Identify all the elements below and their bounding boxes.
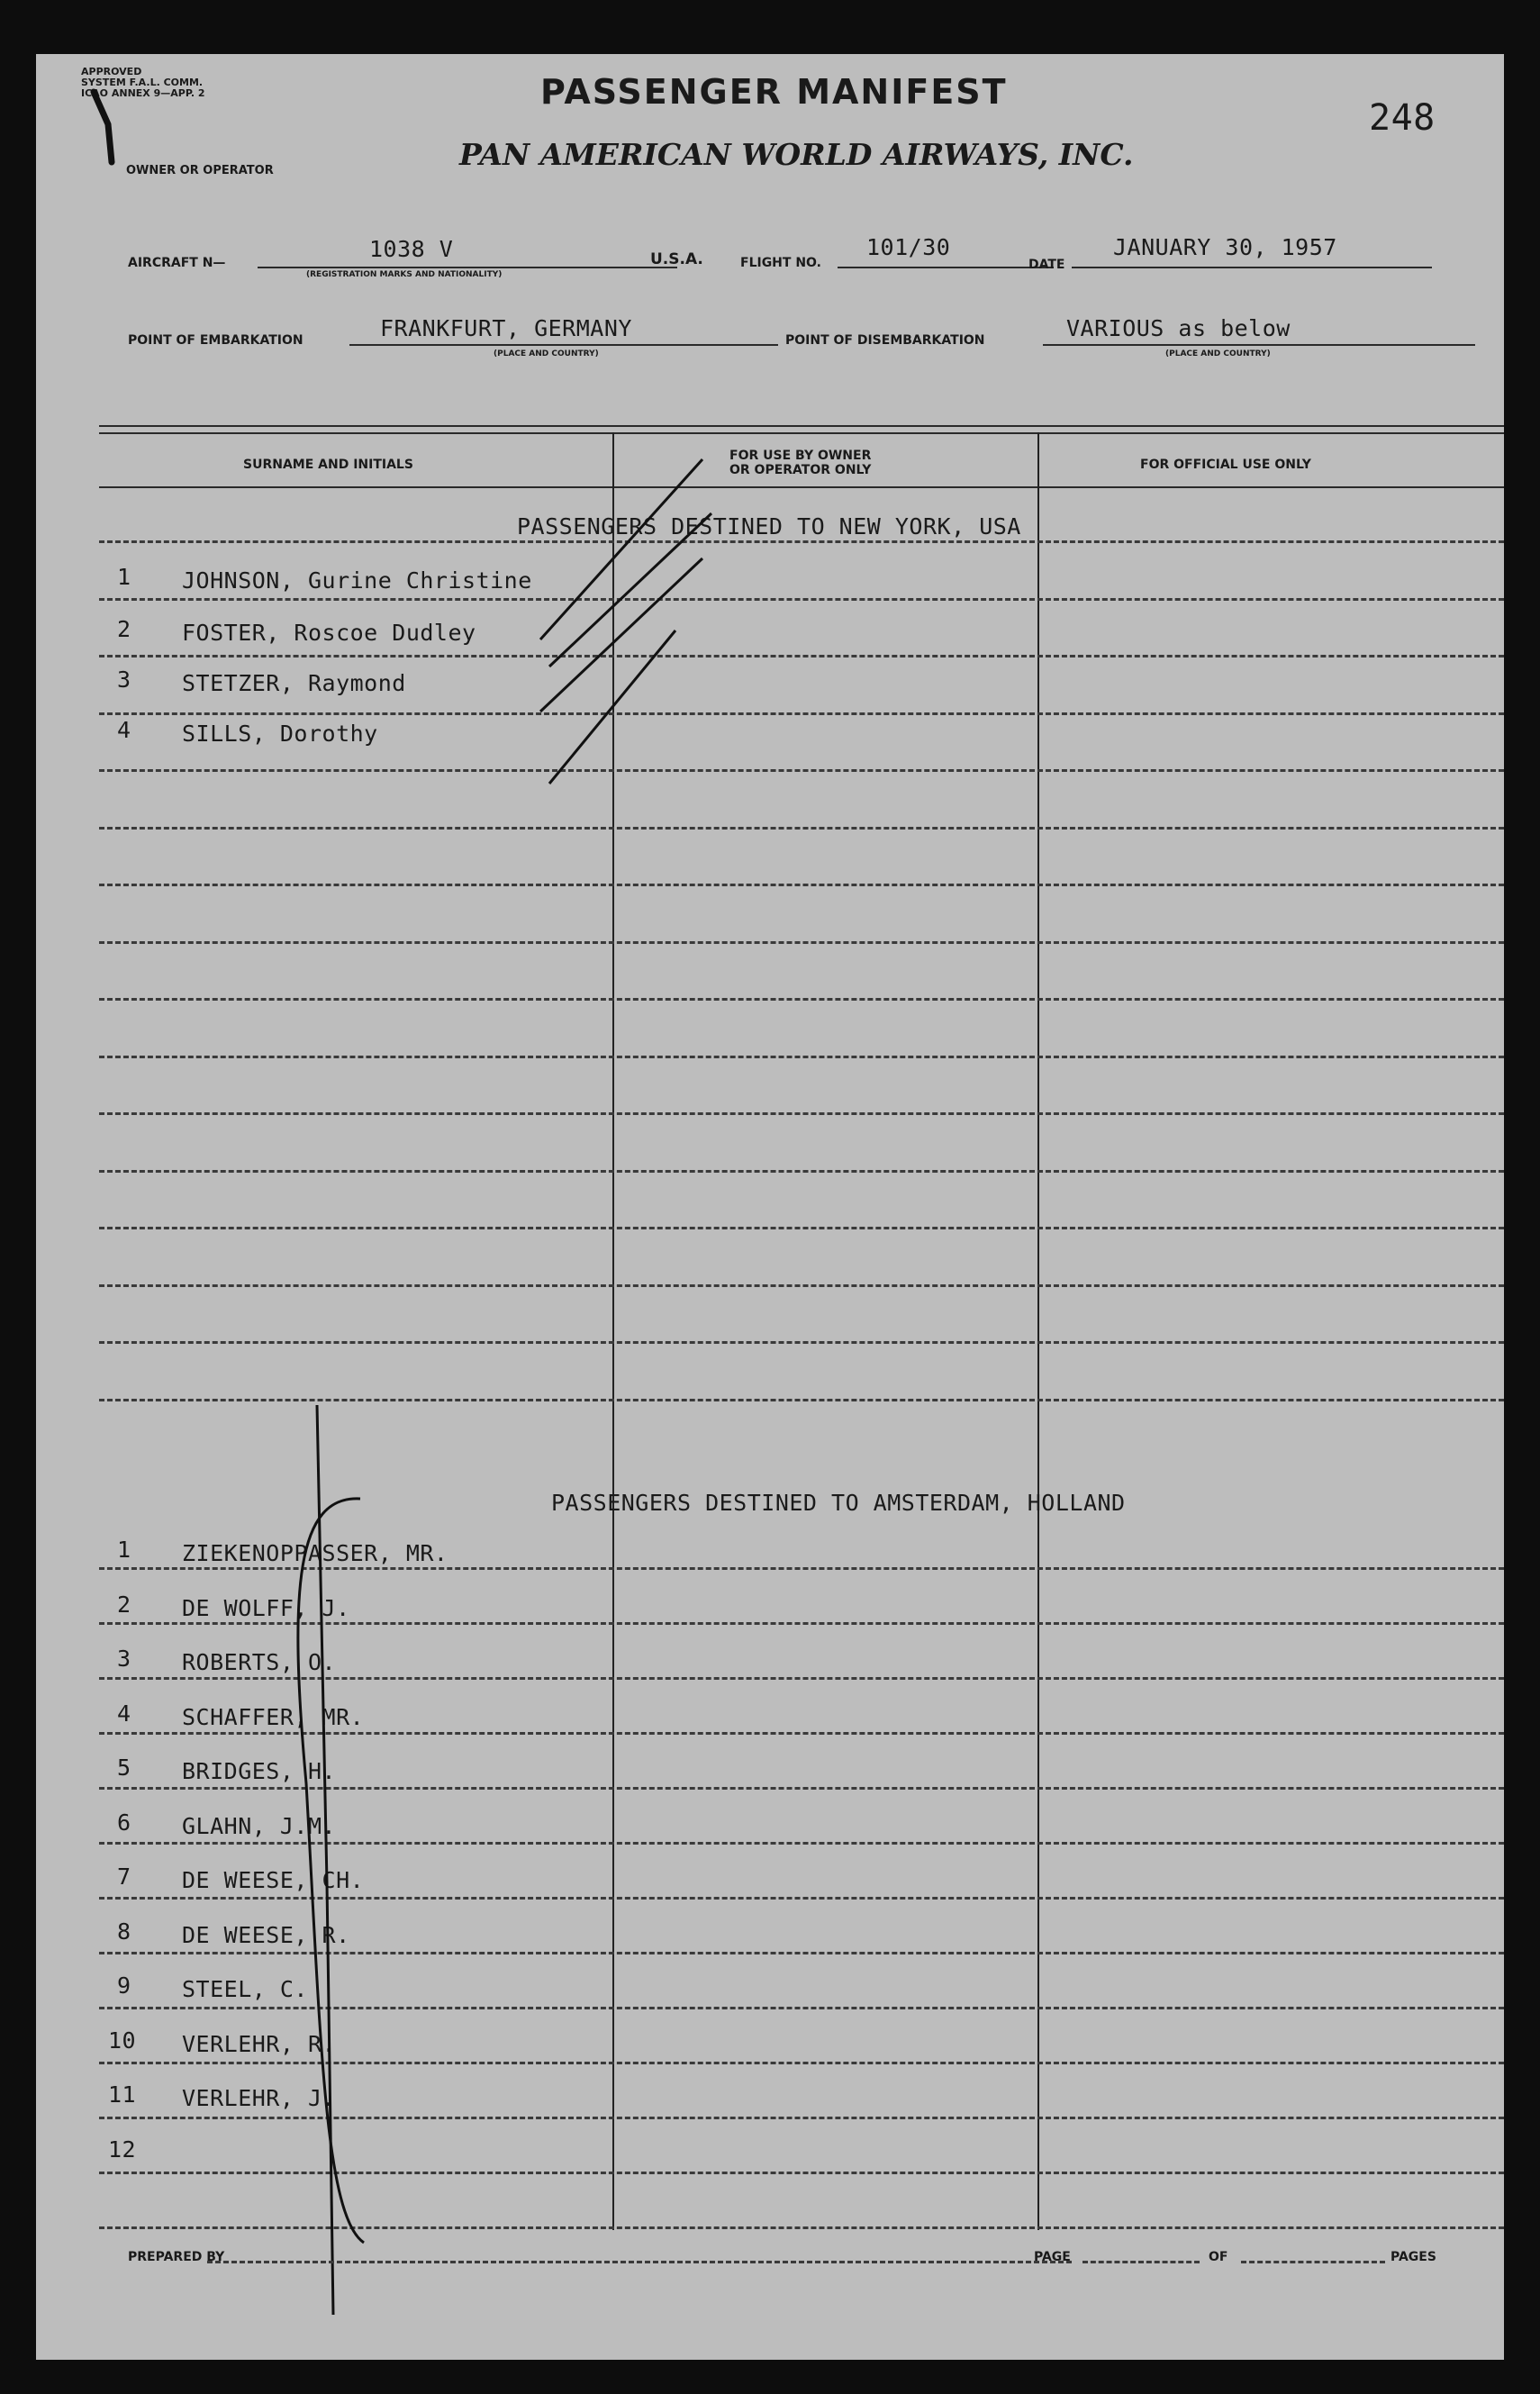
ruled-line [99,1112,1504,1115]
ruled-line [99,1399,1504,1401]
of-label: OF [1209,2250,1228,2264]
ams-row-number: 12 [108,2136,137,2163]
manifest-sheet [36,54,1504,2360]
ams-row-number: 11 [108,2081,137,2108]
embarkation-label: POINT OF EMBARKATION [128,333,303,348]
disembarkation-label: POINT OF DISEMBARKATION [785,333,985,348]
airline-name: PAN AMERICAN WORLD AIRWAYS, INC. [459,137,1134,172]
ruled-line [99,655,1504,657]
aircraft-sublabel: (REGISTRATION MARKS AND NATIONALITY) [306,270,503,279]
ruled-line [99,827,1504,830]
disembarkation-value: VARIOUS as below [1066,315,1291,341]
pages-label: PAGES [1391,2250,1436,2264]
flight-number: 101/30 [866,234,951,260]
ruled-line [99,769,1504,772]
ny-passenger-name: JOHNSON, Gurine Christine [182,567,532,594]
ruled-line [99,1227,1504,1229]
page-label: PAGE [1034,2250,1071,2264]
approval-line: APPROVED [81,66,142,77]
ams-passenger-name: DE WEESE, R. [182,1922,350,1948]
ams-passenger-name: VERLEHR, J. [182,2085,337,2111]
col-official-header: FOR OFFICIAL USE ONLY [1140,458,1311,472]
ny-passenger-name: SILLS, Dorothy [182,721,378,747]
ny-passenger-name: STETZER, Raymond [182,670,406,696]
disembarkation-sublabel: (PLACE AND COUNTRY) [1165,349,1271,358]
ams-row-number: 8 [117,1918,131,1945]
ams-passenger-name: BRIDGES, H. [182,1758,337,1784]
pen-mark [90,88,117,169]
ny-row-number: 2 [117,616,131,642]
handwritten-strike-marks [522,423,738,820]
ruled-line [99,884,1504,886]
ams-row-number: 5 [117,1755,131,1781]
ams-passenger-name: STEEL, C. [182,1976,308,2002]
flight-date: JANUARY 30, 1957 [1113,234,1337,260]
aircraft-label: AIRCRAFT N— [128,256,226,270]
ams-row-number: 1 [117,1537,131,1563]
ny-row-number: 1 [117,564,131,590]
ams-passenger-name: ZIEKENOPPASSER, MR. [182,1540,448,1566]
page-number: 248 [1369,97,1436,139]
ams-passenger-name: ROBERTS, O. [182,1649,337,1675]
ny-passenger-name: FOSTER, Roscoe Dudley [182,620,476,646]
ruled-line [99,1341,1504,1344]
ams-row-number: 6 [117,1809,131,1836]
ruled-line [99,712,1504,715]
ny-row-number: 4 [117,717,131,743]
owner-label: OWNER OR OPERATOR [126,164,274,177]
ruled-line [99,998,1504,1001]
col-owner-line: FOR USE BY OWNER [729,449,872,463]
aircraft-value: 1038 V [369,236,454,262]
handwritten-bracket [216,1405,378,2333]
col-owner-line: OR OPERATOR ONLY [729,463,872,477]
ruled-line [99,1284,1504,1287]
ams-row-number: 7 [117,1864,131,1890]
ams-passenger-name: DE WOLFF, J. [182,1595,350,1621]
ams-passenger-name: DE WEESE, CH. [182,1867,365,1893]
ruled-line [99,941,1504,944]
ams-row-number: 4 [117,1700,131,1727]
ams-section-heading: PASSENGERS DESTINED TO AMSTERDAM, HOLLAND [551,1490,1126,1516]
ams-passenger-name: SCHAFFER, MR. [182,1704,365,1730]
ams-passenger-name: VERLEHR, R. [182,2031,337,2057]
embarkation-value: FRANKFURT, GERMANY [380,315,632,341]
ruled-line [99,1056,1504,1058]
ny-row-number: 3 [117,667,131,693]
ams-row-number: 9 [117,1972,131,1999]
ruled-line [99,598,1504,601]
approval-line: SYSTEM F.A.L. COMM. [81,77,204,88]
flight-label: FLIGHT NO. [740,256,821,270]
ruled-line [99,1170,1504,1173]
approval-line: ICAO ANNEX 9—APP. 2 [81,87,205,99]
ams-row-number: 2 [117,1591,131,1618]
ny-section-heading: PASSENGERS DESTINED TO NEW YORK, USA [517,513,1021,540]
country-label: U.S.A. [650,250,703,268]
ruled-line [99,540,1504,543]
ams-row-number: 10 [108,2027,137,2054]
prepared-by-label: PREPARED BY [128,2250,225,2264]
col-owner-header [729,449,871,477]
ams-passenger-name: GLAHN, J.M. [182,1813,337,1839]
date-label: DATE [1028,258,1065,272]
ams-row-number: 3 [117,1646,131,1672]
embarkation-sublabel: (PLACE AND COUNTRY) [494,349,599,358]
page-title: PASSENGER MANIFEST [540,72,1008,112]
col-surname-header: SURNAME AND INITIALS [243,458,413,472]
